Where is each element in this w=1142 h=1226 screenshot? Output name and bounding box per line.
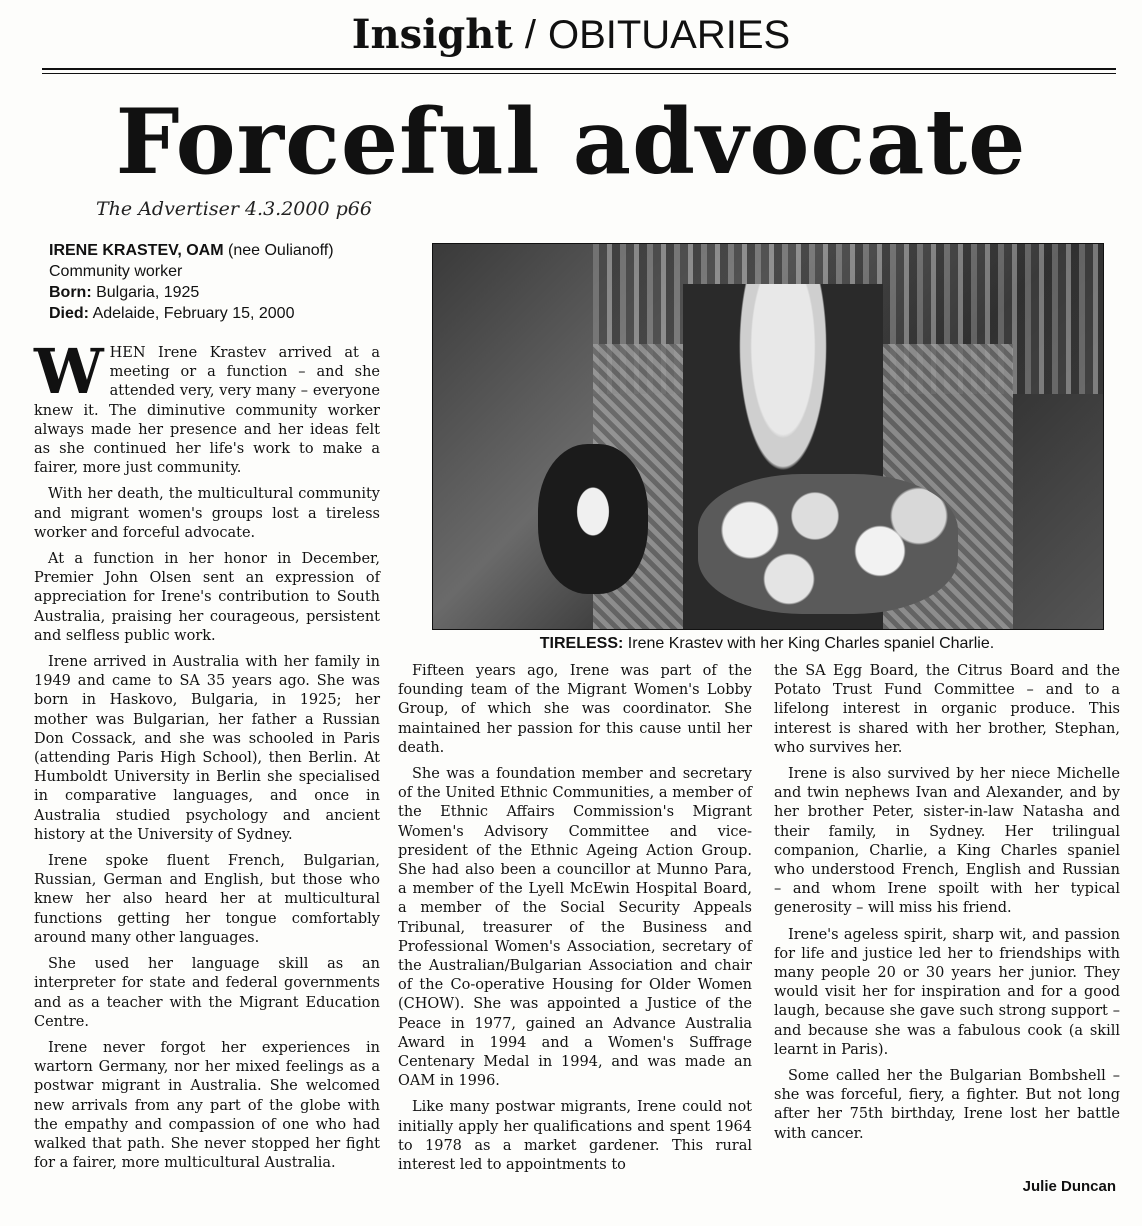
section-primary: Insight (351, 11, 513, 58)
section-secondary: OBITUARIES (547, 13, 791, 57)
article-paragraph: Irene never forgot her experiences in wartorn Germany, nor her mixed feelings as a postwar migrant in Australia. She welcomed new arrivals from any part of the globe with the empathy and compassion of one who had walked that path. She never stopped her fight for a fairer, more multicultural Australia. (34, 1039, 380, 1172)
caption-text: Irene Krastev with her King Charles spaniel Charlie. (627, 635, 995, 652)
article-paragraph: Some called her the Bulgarian Bombshell – she was forceful, fiery, a fighter. But not long after her 75th birthday, Irene lost her battle with cancer. (774, 1068, 1120, 1142)
header-rule-top (42, 68, 1116, 70)
died-line (49, 303, 429, 324)
section-separator: / (524, 13, 536, 57)
article-column-1 (34, 335, 380, 1180)
died-value: Adelaide, February 15, 2000 (92, 305, 295, 322)
article-paragraph: She used her language skill as an interpreter for state and federal governments and as a teacher with the Migrant Education Centre. (34, 956, 380, 1030)
article-paragraph: Fifteen years ago, Irene was part of the founding team of the Migrant Women's Lobby Group, of which she was coordinator. She maintained her passion for this cause until her death. (398, 663, 752, 756)
dropcap: W (34, 335, 104, 408)
article-paragraph: With her death, the multicultural community and migrant women's groups lost a tireless worker and forceful advocate. (34, 486, 380, 541)
article-paragraph: Irene's ageless spirit, sharp wit, and passion for life and justice led her to friendships with many people 20 or 30 years her junior. They would visit her for inspiration and for a good laugh, because she gave such strong support – and because she was a fabulous cook (a skill learnt in Paris). (774, 926, 1120, 1058)
headline: Forceful advocate (115, 89, 1027, 195)
portrait-photo (432, 243, 1104, 630)
article-paragraph: the SA Egg Board, the Citrus Board and the Potato Trust Fund Committee – and to a lifelong interest in organic produce. This interest is shared with her brother, Stephan, who survives her. (774, 663, 1120, 756)
article-paragraph: Irene spoke fluent French, Bulgarian, Russian, German and English, but those who knew her also heard her at multicultural functions getting her tongue comfortably around many other languages. (34, 853, 380, 946)
photo-dog (538, 444, 648, 594)
byline: Julie Duncan (1022, 1178, 1116, 1195)
obituary-infobox (49, 240, 429, 324)
infobox-name-line (49, 240, 429, 261)
header-rule-bottom (42, 73, 1116, 74)
died-label: Died: (49, 305, 89, 322)
born-value: Bulgaria, 1925 (96, 284, 200, 301)
article-column-3 (774, 662, 1120, 1151)
subject-nee: (nee Oulianoff) (228, 242, 334, 259)
handwritten-note: The Advertiser 4.3.2000 p66 (96, 198, 372, 220)
article-paragraph: She was a foundation member and secretary of the United Ethnic Communities, a member of the Ethnic Affairs Commission's Migrant Women's Advisory Committee and vice-president of the Ethnic Ageing Action Group. She had also been a councillor at Munno Para, a member of the Lyell McEwin Hospital Board, a member of the Social Security Appeals Tribunal, treasurer of the Business and Professional Women's Association, secretary of the Australian/Bulgarian Association and chair of the Co-operative Housing for Older Women (CHOW). She was appointed a Justice of the Peace in 1977, gained an Advance Australia Award in 1994 and a Women's Suffrage Centenary Medal in 1994, and was made an OAM in 1996. (398, 766, 752, 1090)
article-paragraph: At a function in her honor in December, Premier John Olsen sent an expression of appreciation for Irene's contribution to South Australia, praising her courageous, persistent and selfless public work. (34, 551, 380, 644)
subject-occupation: Community worker (49, 263, 183, 280)
article-paragraph: Irene is also survived by her niece Michelle and twin nephews Ivan and Alexander, and by her brother Peter, sister-in-law Natasha and their family, in Sydney. Her trilingual companion, Charlie, a King Charles spaniel who understood French, English and Russian – and whom Irene spoilt with her typical generosity – will miss his friend. (774, 766, 1120, 917)
born-line (49, 282, 429, 303)
article-column-2 (398, 662, 752, 1182)
caption-lead: TIRELESS: (539, 635, 624, 652)
section-header (0, 6, 1142, 64)
subject-name: IRENE KRASTEV, OAM (49, 242, 224, 259)
article-paragraph: WHEN Irene Krastev arrived at a meeting or a function – and she attended very, very many – everyone knew it. The diminutive community worker always made her presence and her ideas felt as she continued her life's work to make a fairer, more just community. (34, 335, 380, 477)
photo-caption (432, 632, 1102, 656)
article-paragraph: Irene arrived in Australia with her family in 1949 and came to SA 35 years ago. She was born in Haskovo, Bulgaria, in 1925; her mother was Bulgarian, her father a Russian Don Cossack, and she was schooled in Paris (attending Paris High School), then Berlin. At Humboldt University in Berlin she specialised in comparative languages, and once in Australia studied psychology and ancient history at the University of Sydney. (34, 654, 380, 843)
photo-flowers (698, 474, 958, 614)
born-label: Born: (49, 284, 92, 301)
article-paragraph: Like many postwar migrants, Irene could not initially apply her qualifications and spent 1964 to 1978 as a market gardener. This rural interest led to appointments to (398, 1099, 752, 1174)
